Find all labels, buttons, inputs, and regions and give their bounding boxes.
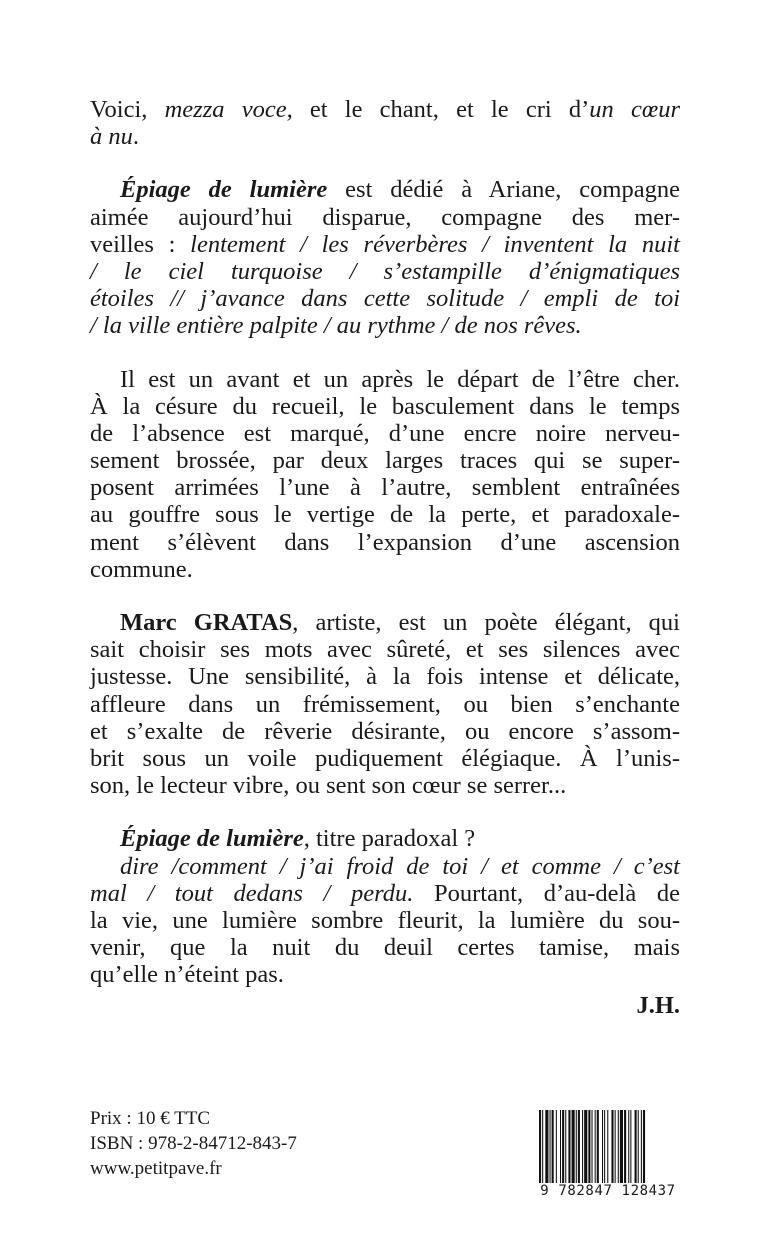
isbn-label: ISBN : 978-2-84712-843-7 (90, 1133, 297, 1154)
text-line (90, 961, 680, 988)
paragraph-gap (90, 340, 680, 366)
barcode-bar (643, 1110, 645, 1190)
text-line (90, 501, 680, 528)
text-line (90, 609, 680, 636)
barcode-bar (539, 1110, 541, 1190)
text-segment: la vie, une lumière sombre fleurit, la lumière du sou- (90, 906, 680, 934)
text-segment: commune. (90, 555, 193, 583)
paragraph (90, 96, 680, 150)
text-segment: / le ciel turquoise / s’estampille d’énigmatiques (90, 257, 680, 285)
barcode-bar (576, 1110, 577, 1190)
barcode-bar (565, 1110, 566, 1190)
barcode (535, 1110, 681, 1205)
text-segment: Épiage de lumière (120, 825, 304, 853)
text-segment: posent arrimées l’une à l’autre, semblent entraînées (90, 474, 680, 502)
text-line (90, 420, 680, 447)
paragraph (90, 609, 680, 799)
text-segment: À la césure du recueil, le basculement dans le temps (90, 392, 680, 420)
text-segment: son, le lecteur vibre, ou sent son cœur se serrer... (90, 772, 567, 800)
text-line (90, 366, 680, 393)
barcode-bar (595, 1110, 596, 1190)
barcode-bar (568, 1110, 570, 1190)
text-line (90, 285, 680, 312)
text-line (90, 176, 680, 203)
signature: J.H. (636, 992, 680, 1020)
text-line (90, 772, 680, 799)
barcode-bars (535, 1110, 681, 1190)
barcode-bar (588, 1110, 590, 1190)
text-segment: Marc GRATAS (120, 609, 293, 636)
barcode-bar (615, 1110, 616, 1190)
barcode-bar (592, 1110, 593, 1190)
text-segment: et s’exalte de rêverie désirante, ou encore s’assom- (90, 717, 680, 745)
paragraph (90, 176, 680, 339)
publication-info (90, 1106, 297, 1181)
barcode-bar (556, 1110, 557, 1190)
text-line (90, 529, 680, 556)
text-segment: brit sous un voile pudiquement élégiaque. À l’unis- (90, 744, 680, 772)
text-line (90, 96, 680, 123)
text-line (90, 880, 680, 907)
text-line (90, 474, 680, 501)
website-link[interactable]: www.petitpave.fr (90, 1158, 222, 1179)
paragraph (90, 366, 680, 584)
paragraph-gap (90, 583, 680, 609)
barcode-bar (620, 1110, 623, 1190)
barcode-bar (624, 1110, 626, 1190)
text-segment: / la ville entière palpite / au rythme / de nos rêves. (90, 312, 582, 340)
barcode-bar (638, 1110, 639, 1190)
text-segment: étoiles // j’avance dans cette solitude / empli de toi (90, 285, 680, 313)
text-line (90, 258, 680, 285)
text-line (90, 231, 680, 258)
text-segment: . (132, 123, 139, 151)
barcode-bar (611, 1110, 613, 1190)
text-segment: un cœur (589, 96, 681, 123)
barcode-bar (552, 1110, 554, 1190)
text-segment: venir, que la nuit du deuil certes tamise, mais (90, 934, 680, 962)
text-line (90, 745, 680, 772)
paragraph (90, 825, 680, 988)
text-segment: mezza voce, (164, 96, 293, 123)
text-line (90, 663, 680, 690)
text-segment: qu’elle n’éteint pas. (90, 961, 284, 989)
barcode-bar (582, 1110, 583, 1190)
text-segment: Épiage de lumière (120, 176, 328, 204)
barcode-bar (562, 1110, 564, 1190)
text-segment: , artiste, est un poète élégant, qui (292, 609, 680, 636)
text-segment: veilles : (90, 230, 191, 258)
paragraph-gap (90, 150, 680, 176)
text-segment: dire /comment / j’ai froid de toi / et comme / c’est (120, 852, 680, 880)
barcode-bar (572, 1110, 575, 1190)
text-segment: aimée aujourd’hui disparue, compagne des mer- (90, 203, 680, 231)
text-segment: sement brossée, par deux larges traces qui se super- (90, 447, 680, 475)
text-segment: à nu (90, 123, 133, 151)
paragraph-gap (90, 799, 680, 825)
text-segment: affleure dans un frémissement, ou bien s’enchante (90, 690, 680, 718)
back-cover-text (90, 96, 680, 1020)
text-segment: mal / tout dedans / perdu. (90, 879, 414, 907)
barcode-bar (641, 1110, 642, 1190)
text-segment: de l’absence est marqué, d’une encre noire nerveu- (90, 419, 680, 447)
barcode-bar (602, 1110, 603, 1190)
barcode-bar (578, 1110, 580, 1190)
text-segment: lentement / les réverbères / inventent la nuit (190, 230, 680, 258)
text-line (90, 853, 680, 880)
barcode-bar (604, 1110, 605, 1190)
text-segment: , titre paradoxal ? (303, 825, 476, 853)
text-line (90, 691, 680, 718)
text-line (90, 825, 680, 852)
text-line (90, 123, 680, 150)
text-line (90, 447, 680, 474)
text-segment: Voici, (90, 96, 165, 123)
barcode-bar (545, 1110, 548, 1190)
text-segment: ment s’élèvent dans l’expansion d’une ascension (90, 528, 680, 556)
barcode-bar (542, 1110, 543, 1190)
barcode-bar (607, 1110, 608, 1190)
barcode-digits: 9 782847 128437 (535, 1183, 681, 1199)
text-segment: justesse. Une sensibilité, à la fois intense et délicate, (90, 663, 680, 691)
text-line (90, 636, 680, 663)
text-segment: au gouffre sous le vertige de la perte, et paradoxale- (90, 501, 680, 529)
text-segment: et le chant, et le cri d’ (292, 96, 590, 123)
barcode-bar (550, 1110, 551, 1190)
barcode-bar (635, 1110, 637, 1190)
blurb (90, 96, 680, 988)
text-line (90, 393, 680, 420)
text-line (90, 718, 680, 745)
price-label: Prix : 10 € TTC (90, 1108, 210, 1129)
text-line (90, 204, 680, 231)
text-segment: sait choisir ses mots avec sûreté, et ses silences avec (90, 636, 680, 664)
text-segment: Pourtant, d’au-delà de (413, 879, 680, 907)
barcode-bar (584, 1110, 587, 1190)
barcode-bar (628, 1110, 629, 1190)
text-line (90, 312, 680, 339)
text-line (90, 934, 680, 961)
barcode-bar (618, 1110, 619, 1190)
text-line (90, 907, 680, 934)
text-segment: est dédié à Ariane, compagne (327, 176, 680, 204)
barcode-bar (630, 1110, 631, 1190)
text-line (90, 556, 680, 583)
barcode-bar (597, 1110, 599, 1190)
text-segment: Il est un avant et un après le départ de l’être cher. (120, 365, 680, 393)
barcode-bar (560, 1110, 561, 1190)
